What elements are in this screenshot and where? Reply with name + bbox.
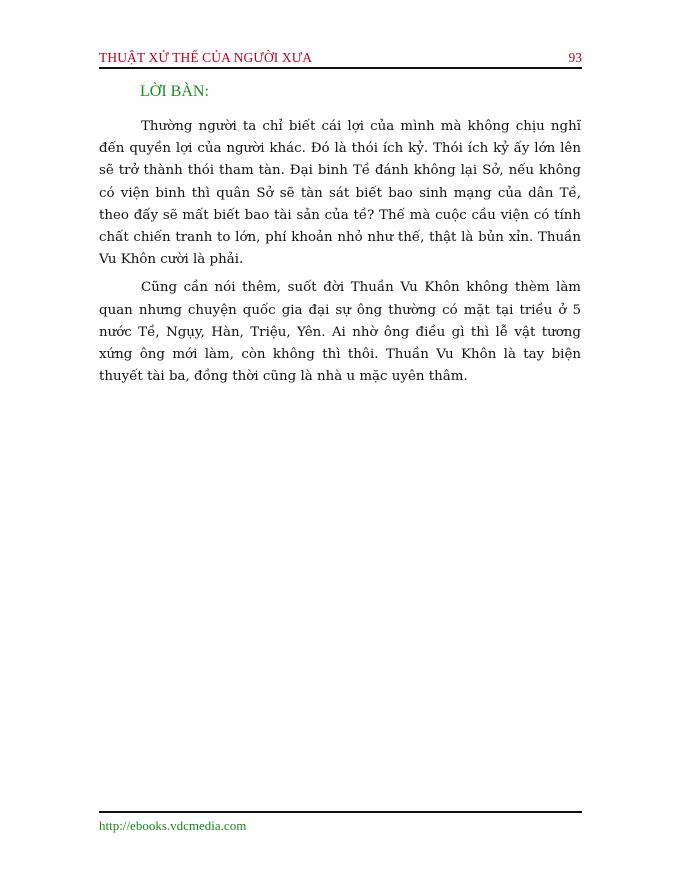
- page-header: [99, 50, 582, 69]
- paragraph-2: Cũng cần nói thêm, suốt đời Thuần Vu Khôn không thèm làm quan nhưng chuyện quốc gia đại sự ông thường có mặt tại triều ở 5 nước Tề, Ngụy, Hàn, Triệu, Yên. Ai nhờ ông điều gì thì lễ vật tương xứng ông mới làm, còn không thì thôi. Thuần Vu Khôn là tay biện thuyết tài ba, đồng thời cũng là nhà u mặc uyên thâm.: [99, 280, 581, 385]
- page-number: 93: [568, 50, 582, 65]
- body-text: [99, 116, 581, 394]
- paragraph-1: Thường người ta chỉ biết cái lợi của mình mà không chịu nghĩ đến quyền lợi của người khác. Đó là thói ích kỷ. Thói ích kỷ ấy lớn lên sẽ trở thành thói tham tàn. Đại binh Tề đánh không lại Sở, nếu không có viện binh thì quân Sở sẽ tàn sát biết bao sinh mạng của dân Tề, theo đấy sẽ mất biết bao tài sản của tề? Thế mà cuộc cầu viện có tính chất chiến tranh to lớn, phí khoản nhỏ như thế, thật là bủn xỉn. Thuần Vu Khôn cười là phải.: [99, 119, 581, 268]
- footer-link[interactable]: http://ebooks.vdcmedia.com: [99, 818, 247, 833]
- section-heading: LỜI BÀN:: [140, 83, 209, 100]
- footer-divider: [99, 811, 582, 813]
- book-title: THUẬT XỬ THẾ CỦA NGƯỜI XƯA: [99, 50, 313, 65]
